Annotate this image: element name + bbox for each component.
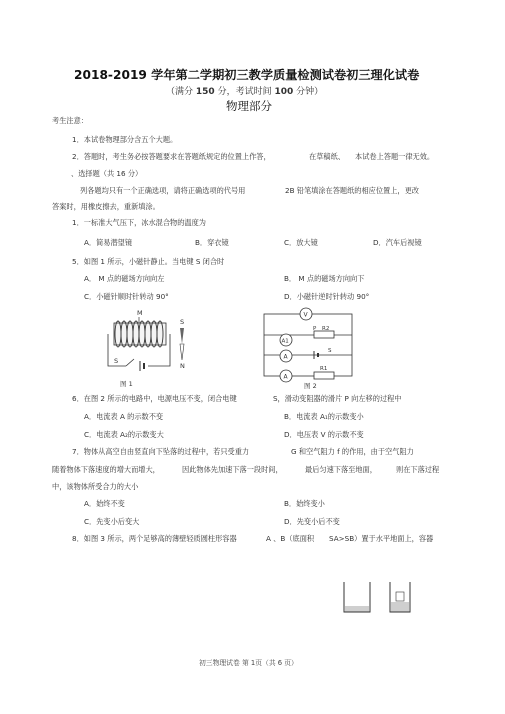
- fig2-label-r1: R1: [320, 366, 328, 372]
- q7-line2b: 因此物体先加速下落一段时间，: [182, 465, 283, 474]
- q7-line2a: 随着物体下落速度的增大而增大，: [52, 465, 160, 474]
- exam-duration: 100: [274, 87, 294, 97]
- q7-option-a: A．始终不变: [84, 499, 125, 508]
- q6-stem-b: S，滑动变阻器的滑片 P 向左移的过程中: [273, 394, 402, 403]
- fig2-resistor-r1: [314, 372, 334, 379]
- section1-instr-c: 答案时，用橡皮擦去，重新填涂。: [52, 202, 160, 211]
- q7-line1a: 7．物体从高空自由竖直向下坠落的过程中，若只受重力: [72, 447, 250, 456]
- figure-3-containers: [340, 580, 416, 614]
- section1-heading: 、选择题（共 16 分）: [71, 169, 143, 178]
- note-2a: 2．答题时，考生务必按答题要求在答题纸规定的位置上作答，: [72, 152, 271, 161]
- q5-option-a: A． M 点的磁场方向向左: [84, 274, 165, 283]
- note-2c: 本试卷上答题一律无效。: [355, 152, 435, 161]
- page-footer: 初三物理试卷 第 1页（共 6 页）: [199, 659, 298, 667]
- fig1-label-s-top: S: [180, 318, 185, 326]
- section1-instr-a: 列各题均只有一个正确选项，请将正确选项的代号用: [80, 186, 246, 195]
- q5-stem: 5．如图 1 所示，小磁针静止。当电键 S 闭合时: [72, 257, 225, 266]
- q6-stem-a: 6．在图 2 所示的电路中，电源电压不变，闭合电键: [72, 394, 237, 403]
- q8-stem-b: A 、B（底面积: [266, 534, 315, 543]
- fig3-block: [396, 592, 404, 601]
- fig2-label-a: A: [283, 353, 288, 361]
- full-score: 150: [195, 87, 215, 97]
- fig2-label-a1: A1: [281, 338, 289, 345]
- q1-option-d: D．汽车后视镜: [373, 238, 422, 247]
- note-1: 1．本试卷物理部分含五个大题。: [72, 135, 178, 144]
- q7-line3: 中，该物体所受合力的大小: [52, 482, 139, 491]
- paper-subtitle: [166, 84, 323, 97]
- fig2-label-r2: R2: [322, 326, 330, 332]
- q6-option-d: D．电压表 V 的示数不变: [284, 430, 364, 439]
- figure-1-solenoid: [100, 306, 200, 388]
- subtitle-middle: 分，考试时间: [217, 87, 272, 97]
- q1-option-a: A．简易潜望镜: [84, 238, 133, 247]
- q7-option-d: D．先变小后不变: [284, 517, 340, 526]
- fig1-compass-needle-south: [180, 328, 184, 344]
- fig2-outer-loop: [264, 311, 352, 376]
- figure-2-circuit: [258, 302, 362, 390]
- q6-option-a: A．电流表 A 的示数不变: [84, 412, 164, 421]
- fig1-switch-blade: [126, 359, 134, 366]
- fig1-label-m: M: [137, 309, 143, 317]
- fig1-compass-needle-north: [180, 344, 184, 360]
- q5-option-c: C．小磁针顺时针转动 90°: [84, 292, 169, 301]
- note-2b: 在草稿纸、: [309, 152, 345, 161]
- fig3-container-b-liquid: [391, 602, 409, 612]
- subtitle-prefix: （满分: [166, 87, 194, 97]
- section-title: 物理部分: [226, 99, 272, 113]
- fig2-label-v: V: [303, 311, 308, 319]
- q5-option-b: B． M 点的磁场方向向下: [284, 274, 365, 283]
- q6-option-b: B．电流表 A₁的示数变小: [284, 412, 364, 421]
- q8-stem-c: SA>SB）置于水平地面上，容器: [329, 534, 434, 543]
- q7-line2d: 则在下落过程: [396, 465, 440, 474]
- q1-option-b: B．穿衣镜: [195, 238, 229, 247]
- section1-instr-b: 2B 铅笔填涂在答题纸的相应位置上，更改: [285, 186, 419, 195]
- q1-option-c: C．放大镜: [284, 238, 318, 247]
- q7-option-c: C．先变小后变大: [84, 517, 140, 526]
- q5-option-d: D．小磁针逆时针转动 90°: [284, 292, 370, 301]
- fig1-caption: 图 1: [120, 380, 133, 388]
- fig2-label-s: S: [328, 348, 332, 354]
- fig2-rheostat-r2: [314, 331, 334, 338]
- fig3-container-a-liquid: [345, 606, 369, 612]
- fig1-label-n: N: [180, 362, 185, 370]
- q1-stem: 1．一标准大气压下，冰水混合物的温度为: [72, 218, 206, 227]
- q7-line1b: G 和空气阻力 f 的作用，由于空气阻力: [291, 447, 414, 456]
- fig2-caption: 图 2: [304, 382, 317, 390]
- notes-heading: 考生注意：: [52, 116, 88, 125]
- q7-line2c: 最后匀速下落至地面，: [305, 465, 377, 474]
- q8-stem-a: 8．如图 3 所示，两个足够高的薄壁轻质圆柱形容器: [72, 534, 237, 543]
- fig2-label-p: P: [313, 326, 317, 332]
- subtitle-suffix: 分钟）: [296, 87, 324, 97]
- q7-option-b: B．始终变小: [284, 499, 325, 508]
- fig2-label-a-bottom: A: [283, 373, 288, 381]
- fig1-label-s-switch: S: [114, 357, 119, 365]
- paper-title: 2018-2019 学年第二学期初三教学质量检测试卷初三理化试卷: [74, 68, 420, 82]
- q6-option-c: C．电流表 A₂的示数变大: [84, 430, 164, 439]
